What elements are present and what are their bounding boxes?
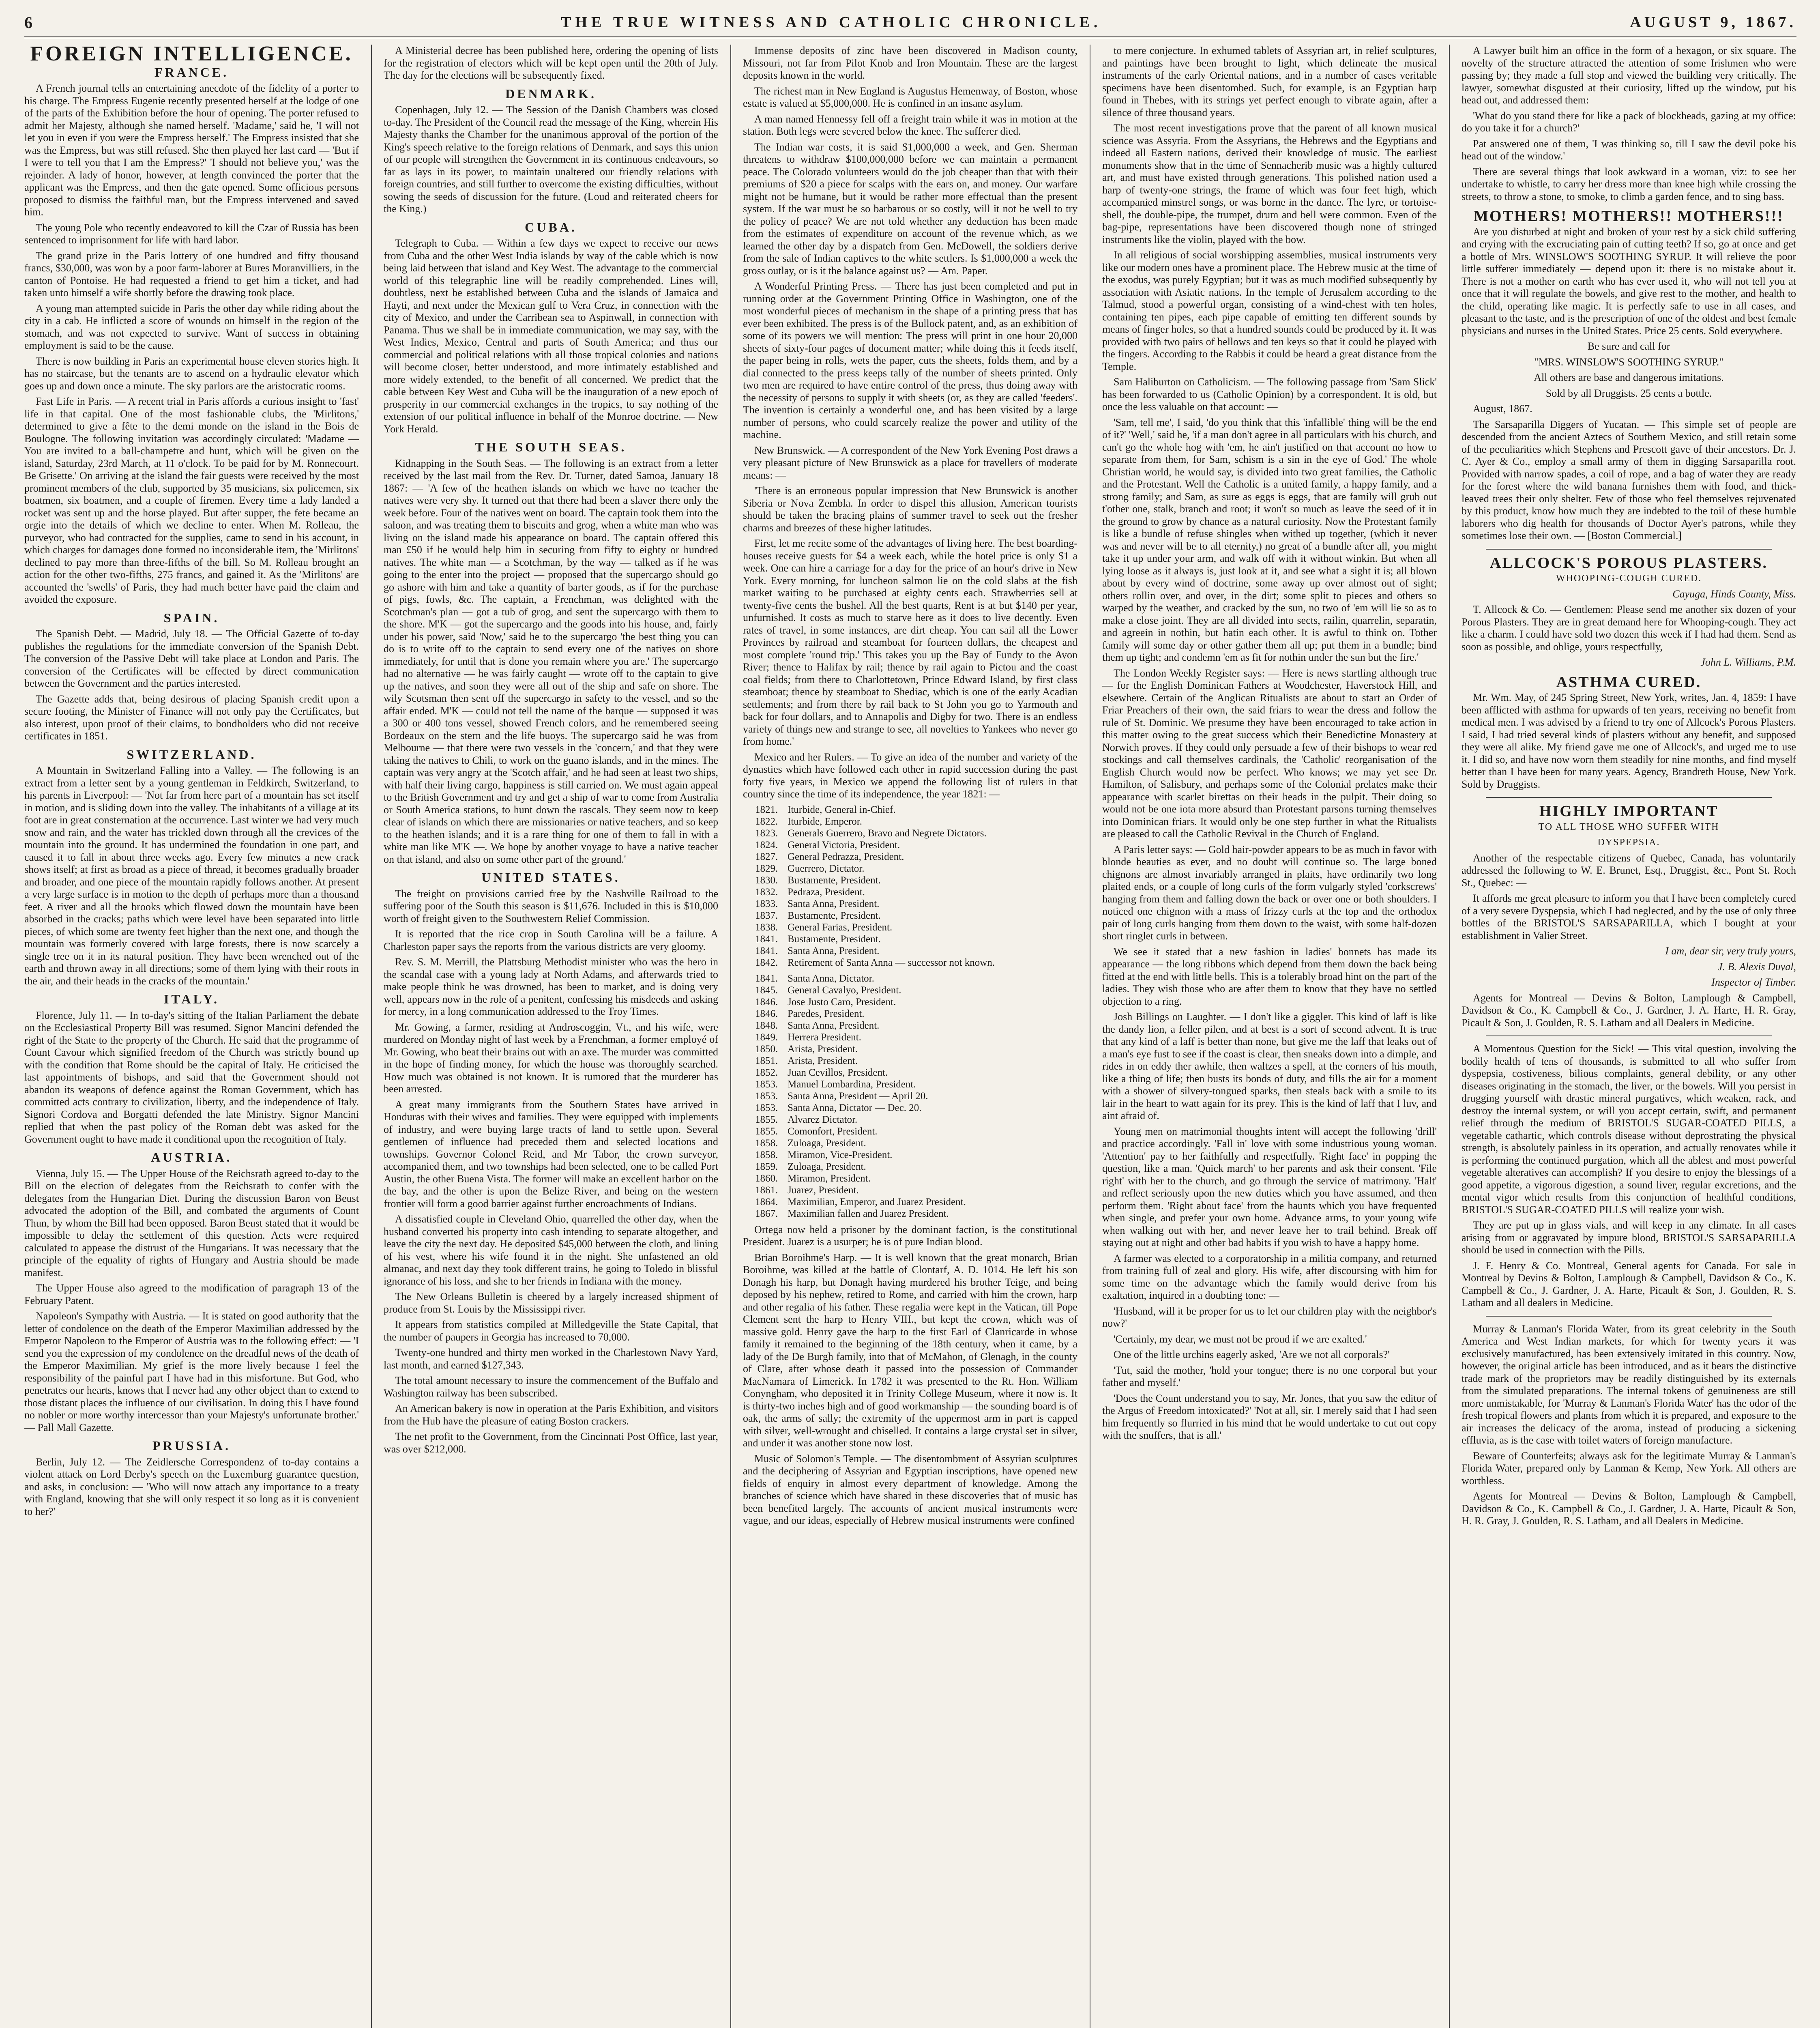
article-paragraph: The London Weekly Register says: — Here is news startling although true — for the English Dominican Fathers at Woodchester, Haverstock Hill, and elsewhere. Certain of the Anglican Ritualists are about to start an Order of Friar Preachers of their own, the said friars to wear the dress and follow the rule of St. Dominic. We presume they have been encouraged to take action in this matter owing to the great success which their Benedictine Monastery at Norwich proves. If they could only persuade a few of their bishops to wear red stockings and call themselves cardinals, the 'Catholic' reorganisation of the English Church would now be perfect. Who knows; we may yet see Dr. Hamilton, of Salisbury, and perhaps some of the Colonial prelates make their appearance with scarlet birettas on their heads in the pulpit. Their doing so would not be one iota more absurd than Protestant parsons turning themselves into Dominican friars. It would only be one step further in what the Ritualists are pleased to call the Catholic Revival in the Church of England. [1102, 667, 1437, 840]
article-paragraph: A Paris letter says: — Gold hair-powder appears to be as much in favor with blonde beauties as ever, and no doubt will continue so. The large boned chignons are almost invariably arranged in plaits, have ordinarily two long plaited ends, or a couple of long curls of the form vulgarly styled 'corkscrews' hanging from them and falling down the back or over one or both shoulders. I noticed one chignon with a mass of frizzy curls at the top and the orthodox pair of long curls hanging from them down to the waist, with some half-dozen short ringlet curls in between. [1102, 843, 1437, 942]
article-paragraph: The most recent investigations prove that the parent of all known musical science was Assyria. From the Assyrians, the Hebrews and the Egyptians and indeed all Eastern nations, derived their knowledge of music. The earliest monuments show that in the time of Sennacherib music was a highly cultured art, and must have existed through generations. This polished nation used a harp of twenty-one strings, the frame of which was four feet high, which accompanied minstrel songs, or was borne in the dance. The lyre, or tortoise-shell, the double-pipe, the trumpet, drum and bell were common. Even of the bag-pipe, representations have been discovered though none of stringed instruments like the violin, played with the bow. [1102, 122, 1437, 245]
article-paragraph: In all religious of social worshipping assemblies, musical instruments very like our modern ones have a prominent place. The Hebrew music at the time of the exodus, was purely Egyptian; but it was as much modified subsequently by association with Asiatic nations. In the temple of Jerusalem according to the Talmud, stood a powerful organ, consisting of a wind-chest with ten holes, containing ten pipes, each pipe capable of emitting ten different sounds by means of finger holes, so that a hundred sounds could be produced by it. It was provided with two pairs of bellows and ten keys so that it could be played with the fingers. According to the Rabbis it could be heard a great distance from the Temple. [1102, 249, 1437, 372]
ruler-name: Alvarez Dictator. [788, 1114, 858, 1125]
ad-divider [1486, 1035, 1772, 1036]
ad-line: Be sure and call for [1587, 340, 1670, 352]
ad-paragraph: Mr. Wm. May, of 245 Spring Street, New York, writes, Jan. 4, 1859: I have been afflicted with asthma for upwards of ten years, receiving no benefit from medical men. I was advised by a friend to try one of Allcock's Porous Plasters. I said, I had tried several kinds of plasters without any benefit, and supposed they were all alike. My friend gave me one of Allcock's, and urged me to use it. I did so, and have now worn them steadily for nine months, and find myself better than I have been for many years. Agency, Brandreth House, New York. Sold by Druggists. [1462, 692, 1796, 790]
ad-signature: Inspector of Timber. [1711, 976, 1796, 988]
column-divider [1449, 45, 1450, 2028]
ruler-year: 1827. [755, 851, 778, 862]
article-paragraph: Mexico and her Rulers. — To give an idea of the number and variety of the dynasties which have followed each other in rapid succession during the past forty five years, in Mexico we append the following list of rulers in that country since the time of its independence, the year 1821: — [743, 751, 1077, 800]
ad-line: Sold by all Druggists. 25 cents a bottle. [1545, 387, 1712, 399]
article-paragraph: Brian Boroihme's Harp. — It is well known that the great monarch, Brian Boroihme, was killed at the battle of Clontarf, A. D. 1014. He left his son Donagh his harp, but Donagh having murdered his brother Teige, and being deposed by his nephew, retired to Rome, and carried with him the crown, harp and other regalia of his father. These regalia were kept in the Vatican, till Pope Clement sent the harp to Henry VIII., but kept the crown, which was of massive gold. Henry gave the harp to the first Earl of Clanricarde in whose family it remained to the beginning of the 18th century, when it came, by a lady of the De Burgh family, into that of McMahon, of Glenagh, in the county of Clare, after whose death it passed into the possession of Commander MacNamara of Limerick. In 1782 it was presented to the Rt. Hon. William Conyngham, who deposited it in Trinity College Museum, where it now is. It is thirty-two inches high and of good workmanship — the sounding board is of oak, the arms of sally; the extremity of the uppermost arm in part is capped with silver, well-wrought and chiselled. It contains a large crystal set in silver, and under it was another stone now lost. [743, 1251, 1077, 1449]
ruler-row [755, 851, 1077, 863]
article-paragraph: The richest man in New England is Augustus Hemenway, of Boston, whose estate is valued at $5,000,000. He is confined in an insane asylum. [743, 85, 1077, 109]
ad-signature: J. B. Alexis Duval, [1717, 960, 1796, 973]
ruler-year: 1841. [755, 973, 778, 984]
ad-paragraph: Another of the respectable citizens of Quebec, Canada, has voluntarily addressed the following to W. E. Brunet, Esq., Druggist, &c., Pont St. Roch St., Quebec: — [1462, 852, 1796, 889]
ad-date: August, 1867. [1473, 403, 1532, 415]
issue-date: AUGUST 9, 1867. [1630, 14, 1796, 31]
ruler-row [755, 1043, 1077, 1055]
article-paragraph: The Spanish Debt. — Madrid, July 18. — The Official Gazette of to-day publishes the regulations for the immediate conversion of the Spanish Debt. The conversion of the Passive Debt will take place at London and Paris. The conversion of the Certificates will be effected by direct communication between the Government and the parties interested. [24, 628, 359, 689]
column-divider [730, 45, 731, 2028]
ruler-name: Bustamente, President. [788, 933, 881, 945]
ruler-name: Maximilian, Emperor, and Juarez President. [788, 1196, 966, 1207]
newspaper-columns [24, 45, 1796, 2028]
ruler-row [755, 816, 1077, 827]
ruler-name: General Cavalyo, President. [788, 984, 901, 996]
ruler-row [755, 945, 1077, 957]
article-paragraph: The freight on provisions carried free by the Nashville Railroad to the suffering poor of the South this season is $11,676. Included in this is $10,000 worth of freight given to the Southwestern Relief Commission. [384, 887, 718, 924]
ruler-name: Bustamente, President. [788, 910, 881, 921]
ad-place: Cayuga, Hinds County, Miss. [1672, 588, 1796, 600]
ruler-row [755, 1055, 1077, 1067]
ruler-year: 1849. [755, 1031, 778, 1043]
article-paragraph: A man named Hennessy fell off a freight train while it was in motion at the station. Both legs were severed below the knee. The sufferer died. [743, 113, 1077, 137]
ruler-name: Generals Guerrero, Bravo and Negrete Dictators. [788, 827, 987, 839]
ruler-name: Miramon, President. [788, 1173, 871, 1184]
ruler-row [755, 886, 1077, 898]
masthead [24, 8, 1796, 38]
column-2 [384, 45, 718, 2028]
ruler-row [755, 1102, 1077, 1114]
ruler-row [755, 1196, 1077, 1208]
ruler-name: Santa Anna, President — April 20. [788, 1090, 928, 1102]
ruler-year: 1858. [755, 1137, 778, 1149]
article-paragraph: 'Husband, will it be proper for us to let our children play with the neighbor's now?' [1102, 1305, 1437, 1329]
ruler-name: Jose Justo Caro, President. [788, 996, 896, 1008]
article-paragraph: Vienna, July 15. — The Upper House of the Reichsrath agreed to-day to the Bill on the election of delegates from the Reichsrath to confer with the delegates from the Hungarian Diet. During the discussion Baron von Beust advocated the adoption of the Bill, and combated the arguments of Count Thun, by whom the Bill had been opposed. Baron Beust stated that it would be impossible to delay the settlement of this question. Acts were required calculated to appease the distrust of the Hungarians. It was necessary that the principle of the equality of rights of Hungary and Austria should be made manifest. [24, 1167, 359, 1278]
article-paragraph: Pat answered one of them, 'I was thinking so, till I saw the devil poke his head out of the window.' [1462, 137, 1796, 162]
ruler-year: 1855. [755, 1114, 778, 1125]
ruler-name: Miramon, Vice-President. [788, 1149, 893, 1160]
column-3 [743, 45, 1077, 2028]
article-paragraph: 'Tut, said the mother, 'hold your tongue; there is no one corporal but your father and myself.' [1102, 1364, 1437, 1388]
ruler-row [755, 1090, 1077, 1102]
ruler-row [755, 996, 1077, 1008]
mexico-rulers-list [755, 804, 1077, 969]
ruler-row [755, 1149, 1077, 1161]
subheading-south-seas: THE SOUTH SEAS. [475, 440, 627, 454]
ruler-year: 1855. [755, 1126, 778, 1137]
ruler-name: Guerrero, Dictator. [788, 863, 865, 874]
ruler-row [755, 827, 1077, 839]
ad-title-mothers: MOTHERS! MOTHERS!! MOTHERS!!! [1474, 208, 1784, 225]
ruler-name: Zuloaga, President. [788, 1137, 866, 1149]
article-paragraph: 'There is an erroneous popular impression that New Brunswick is another Siberia or Nova Zembla. In order to dispel this allusion, American tourists should be taken the bracing plains of summer travel to seek out the fresher charms and breezes of these higher latitudes. [743, 485, 1077, 534]
article-paragraph: The total amount necessary to insure the commencement of the Buffalo and Washington railway has been subscribed. [384, 1375, 718, 1399]
ad-signature: John L. Williams, P.M. [1700, 656, 1796, 668]
ad-paragraph: Agents for Montreal — Devins & Bolton, Lamplough & Campbell, Davidson & Co., K. Campbell & Co., J. Gardner, J. A. Harte, Picault & Son, H. R. Gray, J. Goulden, R. S. Latham, and all Dealers in Medicine. [1462, 1490, 1796, 1527]
article-paragraph: Young men on matrimonial thoughts intent will accept the following 'drill' and practice accordingly. 'Fall in' love with some industrious young woman. 'Attention' pay to her faithfully and respectfully. 'Right face' in popping the question, like a man. 'Quick march' to her parents and ask their consent. 'File right' with her to the church, and go through the service of matrimony. 'Halt' and reflect seriously upon the new duties which you have assumed, and then perform them. 'Right about face' from the haunts which you have frequented when single, and prefer your own home. Advance arms, to your young wife when walking out with her, and never leave her to trail behind. Break off staying out at night and other bad habits if you wish to have a happy home. [1102, 1125, 1437, 1248]
ruler-name: Paredes, President. [788, 1008, 865, 1019]
ruler-year: 1848. [755, 1020, 778, 1031]
article-paragraph: The New Orleans Bulletin is cheered by a largely increased shipment of produce from St. Louis by the Mississippi river. [384, 1291, 718, 1315]
ruler-name: Comonfort, President. [788, 1126, 878, 1137]
article-paragraph: 'What do you stand there for like a pack of blockheads, gazing at my office: do you take it for a church?' [1462, 110, 1796, 134]
subheading-denmark: DENMARK. [505, 86, 597, 101]
ruler-row [755, 957, 1077, 969]
article-paragraph: Fast Life in Paris. — A recent trial in Paris affords a curious insight to 'fast' life in that capital. One of the most fashionable clubs, the 'Mirlitons,' determined to give a fête to the demi monde on the island in the Bois de Boulogne. The following invitation was accordingly circulated: 'Madame — You are invited to a ball-champetre and hunt, which will be given on the island, Saturday, 23rd March, at 11 o'clock. To be paid for by M. Ronnecourt. Be Grisette.' On arriving at the island the fair guests were received by the most prominent members of the club, supported by 35 musicians, six policemen, six boatmen, six boatmen, and a couple of firemen. Every time a lady landed a rocket was sent up and the horse played. But after supper, the fete became an orgie into the details of which we decline to enter. When M. Rolleau, the purveyor, who had contracted for the supplies, came to send in his account, in which charges for damages done formed no inconsiderable item, the 'Mirlitons' declined to pay more than three-fifths of the bill. So M. Rolleau brought an action for the other two-fifths, 275 francs, and gained it. As the 'Mirlitons' are accounted the 'swells' of Paris, they had much better have paid the claim and avoided the exposure. [24, 395, 359, 605]
ad-paragraph: It affords me great pleasure to inform you that I have been completely cured of a very severe Dyspepsia, which I had neglected, and by the use of only three bottles of the BRISTOL'S SARSAPARILLA, which I bought at your establishment in Valier Street. [1462, 892, 1796, 941]
ruler-name: Santa Anna, Dictator. [788, 973, 874, 984]
article-paragraph: Rev. S. M. Merrill, the Plattsburg Methodist minister who was the hero in the scandal case with a young lady at North Adams, and afterwards tried to make people think he was drowned, has been to market, and is doing very well, appears now in the role of a penitent, confessing his misdeeds and asking for mercy, in a long communication addressed to the Troy Times. [384, 956, 718, 1017]
ruler-row [755, 922, 1077, 933]
ruler-row [755, 1126, 1077, 1137]
ruler-row [755, 1020, 1077, 1031]
article-paragraph: It appears from statistics compiled at Milledgeville the State Capital, that the number of paupers in Georgia has increased to 70,000. [384, 1319, 718, 1343]
ad-paragraph: A Momentous Question for the Sick! — This vital question, involving the bodily health of tens of thousands, is submitted to all who suffer from dyspepsia, costiveness, bilious complaints, general debility, or any other diseases originating in the stomach, the liver, or the bowels. Will you persist in drugging yourself with drastic mineral purgatives, which weaken, rack, and destroy the internal system, or will you accept certain, swift, and permanent relief through the medium of BRISTOL'S SUGAR-COATED PILLS, a vegetable cathartic, which controls disease without deprostrating the physical strength, is absolutely painless in its operation, and actually renovates while it is performing the continued purgation, which all the ablest and most powerful vegetable alteratives can accomplish? If you desire to enjoy the blessings of a good appetite, a vigorous digestion, a sound liver, regular excretions, and the mental vigor which results from this conjunction of healthful conditions, BRISTOL'S SUGAR-COATED PILLS will realize your wish. [1462, 1043, 1796, 1216]
article-paragraph: First, let me recite some of the advantages of living here. The best boarding-houses receive guests for $4 a week each, while the hotel price is only $1 a week. One can hire a carriage for a day for the price of an hour's drive in New York. Every morning, for luncheon salmon lie on the cold slabs at the fish market waiting to be purchased at eighty cents each. Strawberries sell at twenty-five cents the bushel. All the best quarts, Rent is at but $140 per year, unfurnished. It costs as much to starve here as it does to live decently. Even rates of travel, in some instances, are dirt cheap. You can sail all the Lower Provinces by railroad and steamboat for fourteen dollars, the cheapest and most complete 'round trip.' This takes you up the Bay of Fundy to the Avon River; thence to Halifax by rail; thence by rail again to Pictou and the coast coal fields; from there to Charlottetown, Prince Edward Island, by first class steamboat; thence by steamboat to Shediac, which is one of the early Acadian settlements; and from there by rail back to St John you go to Yarmouth and back for four dollars, and to Annapolis and Digby for two. There is an endless variety of things new and strange to see, all novelties to Yankees who never go from home.' [743, 537, 1077, 747]
ruler-name: General Pedrazza, President. [788, 851, 904, 862]
article-paragraph: An American bakery is now in operation at the Paris Exhibition, and visitors from the Hub have the pleasure of eating Boston crackers. [384, 1403, 718, 1427]
ad-subtitle: WHOOPING-COUGH CURED. [1556, 573, 1702, 584]
ruler-name: Zuloaga, President. [788, 1161, 866, 1172]
ruler-row [755, 933, 1077, 945]
ruler-year: 1853. [755, 1090, 778, 1102]
ruler-row [755, 910, 1077, 922]
article-paragraph: Florence, July 11. — In to-day's sitting of the Italian Parliament the debate on the Ecclesiastical Property Bill was resumed. Signor Mancini defended the right of the State to the property of the Church. He said that the programme of Count Cavour which signified freedom of the Church was strictly bound up with the condition that Rome should be the capital of Italy. He criticised the last appointments of bishops, and said that the Government should not abandon its weapons of defence against the Roman Government, which has committed acts contrary to civilization, liberty, and the independence of Italy. Signori Cordova and Borgatti defended the late Ministry. Signor Mancini replied that when the past policy of the Roman debt was asked for the Government ought to have made it conditional upon the recognition of Italy. [24, 1009, 359, 1145]
ruler-row [755, 1008, 1077, 1020]
ruler-row [755, 1173, 1077, 1184]
ruler-year: 1852. [755, 1067, 778, 1078]
column-4 [1102, 45, 1437, 2028]
ruler-name: Arista, President. [788, 1055, 858, 1066]
ruler-row [755, 1067, 1077, 1078]
ruler-year: 1824. [755, 839, 778, 851]
ad-title-allcock: ALLCOCK'S POROUS PLASTERS. [1489, 554, 1768, 571]
ruler-name: Retirement of Santa Anna — successor not known. [788, 957, 995, 968]
column-5 [1462, 45, 1796, 2028]
ruler-name: Manuel Lombardina, President. [788, 1078, 916, 1090]
column-1 [24, 45, 359, 2028]
article-paragraph: Immense deposits of zinc have been discovered in Madison county, Missouri, not far from Pilot Knob and Iron Mountain. These are the largest deposits known in the world. [743, 45, 1077, 81]
newspaper-title: THE TRUE WITNESS AND CATHOLIC CHRONICLE. [560, 14, 1102, 31]
ruler-row [755, 898, 1077, 910]
article-paragraph: 'Sam, tell me', I said, 'do you think that this 'infallible' thing will be the end of it?' 'Well,' said he, 'if a man don't agree in all particulars with his church, and can't go the whole hog with 'em, he ain't justified on that account no how to separate from them, for Sam, schism is a sin in the eye of God.' The whole Christian world, he would say, is divided into two great families, the Catholic and the Protestant. Well the Catholic is a united family, a happy family, and a strong family; and Sam, as sure as eggs is eggs, that are family will grub out t'other one, stalk, branch and root; it won't so much as leave the seed of it in the ground to grow by chance as a natural curiosity. Now the Protestant family is like a bundle of refuse shingles when withed up together, (which it never was and never will be to all eternity,) no great of a bundle after all, you might take it up under your arm, and walk off with it without winkin. But when all lying loose as it always is, just look at it, and see what a sight it is; all blown about by every wind of doctrine, some away up over almost out of sight; others rollin over, and over, in the dirt; some split to pieces and others so warped by the weather, and cracked by the sun, no two of 'em will lie so as to make a close joint. They are all divided into sects, railin, quarrelin, separatin, and agreein in nothin, but hatin each other. It is awful to think on. Tother family will some day or other gather them all up; put them in a bundle; bind them up tight; and condemn 'em as fit for nothin under the sun but the fire.' [1102, 416, 1437, 663]
article-paragraph: A farmer was elected to a corporatorship in a militia company, and returned from training full of zeal and glory. His wife, after discoursing with him for some time on the advantage which the family would derive from his exaltation, inquired in a doubting tone: — [1102, 1252, 1437, 1301]
ad-signature: I am, dear sir, very truly yours, [1665, 945, 1796, 957]
subheading-united-states: UNITED STATES. [481, 870, 620, 885]
ruler-name: Santa Anna, Dictator — Dec. 20. [788, 1102, 922, 1113]
ruler-name: Herrera President. [788, 1031, 861, 1043]
subheading-prussia: PRUSSIA. [152, 1438, 231, 1453]
ruler-year: 1851. [755, 1055, 778, 1066]
ruler-year: 1845. [755, 984, 778, 996]
subheading-france: FRANCE. [154, 64, 229, 79]
mexico-rulers-list [755, 973, 1077, 1220]
ruler-year: 1853. [755, 1102, 778, 1113]
ad-line: All others are base and dangerous imitations. [1534, 372, 1724, 383]
ruler-year: 1822. [755, 816, 778, 827]
subheading-cuba: CUBA. [525, 219, 577, 234]
ruler-row [755, 1078, 1077, 1090]
article-paragraph: The Gazette adds that, being desirous of placing Spanish credit upon a secure footing, the Minister of Finance will not only pay the Certificates, but also interest, upon proof of their claims, to bondholders who did not receive certificates in 1851. [24, 693, 359, 742]
article-paragraph: The Indian war costs, it is said $1,000,000 a week, and Gen. Sherman threatens to withdraw $100,000,000 before we can maintain a permanent peace. The Colorado volunteers would do the job cheaper than that with their premiums of $20 a piece for scalps with the ears on, and money. Our warfare might not be humane, but it would be rather more effectual than the present system. If the war must be so barbarous or so costly, will it not be well to try the policy of peace? We are not told whether any deduction has been made from the estimates of expenditure on account of the revenue which, as we learned the other day by a dispatch from Gen. McDowell, the soldiers derive from the sale of Indian captives to the white settlers. Is $1,000,000 a week the gross outlay, or is it the balance against us? — Am. Paper. [743, 141, 1077, 277]
article-paragraph: Sam Haliburton on Catholicism. — The following passage from 'Sam Slick' has been forwarded to us (Catholic Opinion) by a correspondent. It is old, but once the less valuable on that account: — [1102, 376, 1437, 412]
ad-title-highly-important: HIGHLY IMPORTANT [1539, 803, 1719, 820]
ad-paragraph: Agents for Montreal — Devins & Bolton, Lamplough & Campbell, Davidson & Co., K. Campbell & Co., J. Gardner, J. A. Harte, H. R. Gray, Picault & Son, J. Goulden, R. S. Latham and all Dealers in Medicine. [1462, 992, 1796, 1029]
section-heading-foreign: FOREIGN INTELLIGENCE. [30, 45, 353, 65]
ad-paragraph: T. Allcock & Co. — Gentlemen: Please send me another six dozen of your Porous Plasters. They are in great demand here for Whooping-cough. They act like a charm. I could have sold two dozen this week if I had had them. Send as soon as possible, and oblige, yours respectfully, [1462, 604, 1796, 653]
article-paragraph: It is reported that the rice crop in South Carolina will be a failure. A Charleston paper says the reports from the various districts are very gloomy. [384, 928, 718, 952]
article-paragraph: A Mountain in Switzerland Falling into a Valley. — The following is an extract from a letter sent by a young gentleman in Feldkirch, Switzerland, to his parents in Liverpool: — 'Not far from here part of a mountain has set itself in motion, and is sliding down into the valley. The inhabitants of a village at its foot are in great consternation at the occurrence. Last winter we had very much snow and rain, and the water has trickled down through all the crevices of the mountain into the ground. It has undermined the foundation in one part, and caused it to fall in about three weeks ago. Every few minutes a new crack shows itself; at first as broad as a piece of thread, it becomes gradually broader and broader, and one piece of the mountain rapidly follows another. At present a very large surface is in motion to the depth of perhaps more than a thousand feet. A river and all the brooks which flowed down the mountain have been absorbed in the cracks; paths which were level have been separated into little pieces, of which some are twenty feet higher than the next one, and though the mountain was formerly covered with large forests, there is now scarcely a single tree on it in its natural position. They have been wrenched out of the earth and thrown away in all directions; some of them lying with their roots in the air, and their heads in the cracks of the mountain.' [24, 765, 359, 987]
ruler-year: 1838. [755, 922, 778, 933]
article-paragraph: Josh Billings on Laughter. — I don't like a giggler. This kind of laff is like the dandy lion, a feller pilen, and at best is a sort of second advent. It is true that any kind of a laff is better than none, but give me the laff that leaks out of a man's eye fust to see if the coast is clear, then sneaks down into a dimple, and rides in on eddy ther awhile, then waltzes a spell, at the corners of his mouth, like a thing of life; then busts its bonds of duty, and fills the air for a moment with a shower of silvery-tongued sparks, then steals back with a smile to its lair in the heart to watt again for its prey. This is the kind of laff that I luv, and aint afraid of. [1102, 1011, 1437, 1121]
ruler-year: 1842. [755, 957, 778, 968]
ruler-row [755, 1184, 1077, 1196]
ruler-year: 1861. [755, 1184, 778, 1196]
ruler-year: 1830. [755, 874, 778, 886]
ruler-name: Bustamente, President. [788, 874, 881, 886]
ad-divider [1486, 549, 1772, 550]
subheading-switzerland: SWITZERLAND. [127, 747, 257, 762]
article-paragraph: The grand prize in the Paris lottery of one hundred and fifty thousand francs, $30,000, was won by a poor farm-laborer at Bures Moranvilliers, in the canton of Pontoise. He had requested a friend to get him a ticket, and had taken unto himself a wife shortly before the drawing took place. [24, 249, 359, 299]
article-paragraph: Napoleon's Sympathy with Austria. — It is stated on good authority that the letter of condolence on the death of the Emperor Maximilian addressed by the Emperor Napoleon to the Emperor of Austria was to the following effect: — 'I send you the expression of my condolence on the dreadful news of the death of the Emperor Maximilian. My grief is the more lively because I feel the responsibility of the painful part I have had in this misfortune. But God, who penetrates our hearts, knows that I never had any other object than to extend to those distant places the influence of our civilisation. In doing this I have found no nobler or more worthy intercessor than your Majesty's unfortunate brother.' — Pall Mall Gazette. [24, 1310, 359, 1433]
article-paragraph: The young Pole who recently endeavored to kill the Czar of Russia has been sentenced to imprisonment for life with hard labor. [24, 221, 359, 246]
article-paragraph: A Wonderful Printing Press. — There has just been completed and put in running order at the Government Printing Office in Washington, one of the most wonderful pieces of mechanism in the shape of a printing press that has ever been exhibited. The press is of the Bullock patent, and, as an exhibition of some of its powers we will mention: The press will print in one hour 20,000 sheets of sixty-four pages of document matter; while doing this it feeds itself, the paper being in rolls, wets the paper, cuts the sheets, folds them, and by a dial connected to the press keeps tally of the number of sheets printed. Only two men are required to have entire control of the press, thus doing away with the necessity of persons to supply it with sheets (or, as they are called 'feeders'. The invention is certainly a wonderful one, and has been visited by a large number of persons, who could scarcely realize the power and utility of the machine. [743, 280, 1077, 440]
ruler-row [755, 973, 1077, 984]
article-paragraph: New Brunswick. — A correspondent of the New York Evening Post draws a very pleasant picture of New Brunswick as a place for travellers of moderate means: — [743, 444, 1077, 481]
article-paragraph: The Upper House also agreed to the modification of paragraph 13 of the February Patent. [24, 1282, 359, 1306]
ruler-name: Maximilian fallen and Juarez President. [788, 1208, 949, 1219]
ruler-year: 1832. [755, 886, 778, 898]
ad-divider [1486, 1316, 1772, 1317]
ad-paragraph: J. F. Henry & Co. Montreal, General agents for Canada. For sale in Montreal by Devins & Bolton, Lamplough & Campbell, Davidson & Co., K. Campbell & Co., J. Gardner, J. A. Harte, Picault & Son, J. Goulden, R. S. Latham and all dealers in Medicine. [1462, 1259, 1796, 1308]
ruler-year: 1853. [755, 1078, 778, 1090]
ad-paragraph: They are put up in glass vials, and will keep in any climate. In all cases arising from or aggravated by impure blood, BRISTOL'S SARSAPARILLA should be used in connection with the Pills. [1462, 1219, 1796, 1256]
article-paragraph: Telegraph to Cuba. — Within a few days we expect to receive our news from Cuba and the other West India islands by way of the cable which is now being laid between that island and Key West. The advantage to the commercial world of this telegraphic line will be readily comprehended. Lines will, doubtless, next be established between Cuba and the islands of Jamaica and Hayti, and next under the Mexican gulf to Vera Cruz, in connection with the city of Mexico, and under the Carribean sea to Aspinwall, in connection with Panama. Thus we shall be in immediate communication, we may say, with the West Indies, Mexico, Central and parts of South America; and thus our commercial and political relations with all those tropical colonies and nations will become closer, better understood, and more intimately established and more widely extended, to the benefit of all concerned. We predict that the cable between Key West and Cuba will be the inauguration of a new epoch of prosperity in our commercial exchanges in the tropics, to say nothing of the extension of our political influence in behalf of the Monroe doctrine. — New York Herald. [384, 237, 718, 435]
article-paragraph: A Ministerial decree has been published here, ordering the opening of lists for the registration of electors which will be kept open until the 20th of July. The day for the elections will be subsequently fixed. [384, 45, 718, 81]
ad-paragraph: Beware of Counterfeits; always ask for the legitimate Murray & Lanman's Florida Water, prepared only by Lanman & Kemp, New York. All others are worthless. [1462, 1450, 1796, 1487]
article-paragraph: We see it stated that a new fashion in ladies' bonnets has made its appearance — the long ribbons which depend from them down the back being fitted at the end with little bells. This is a tolerably broad hint on the part of the ladies. They wish those who are after them to know that they have no settled objection to a ring. [1102, 945, 1437, 1007]
article-paragraph: Music of Solomon's Temple. — The disentombment of Assyrian sculptures and the deciphering of Assyrian and Egyptian inscriptions, have opened new fields of enquiry in almost every department of knowledge. Among the branches of science which have shared in these discoveries that of music has been benefited largely. The accounts of ancient musical instruments were vague, and our ideas, especially of Hebrew musical instruments were confined [743, 1452, 1077, 1526]
ruler-year: 1821. [755, 804, 778, 815]
ad-paragraph: The Sarsaparilla Diggers of Yucatan. — This simple set of people are descended from the ancient Aztecs of Southern Mexico, and still retain some of the peculiarities which Stephens and Prescott gave of their ancestors. Dr. J. C. Ayer & Co., employ a small army of them in digging Sarsaparilla root. Provided with narrow spades, a coil of rope, and a bag of water they are ready for the forest where the wild banana furnishes them with food, and thick-leaved trees their only shelter. Few of those who feel themselves rejuvenated by this product, know how much they are indebted to the toil of these humble laborers who dig health for thousands of Doctor Ayer's patrons, while they sometimes lose their own. — [Boston Commercial.] [1462, 418, 1796, 541]
ad-subtitle: TO ALL THOSE WHO SUFFER WITH [1538, 821, 1719, 832]
ruler-year: 1864. [755, 1196, 778, 1207]
ruler-name: Juarez, President. [788, 1184, 859, 1196]
ruler-year: 1829. [755, 863, 778, 874]
ruler-row [755, 839, 1077, 851]
ruler-row [755, 1137, 1077, 1149]
ruler-row [755, 1208, 1077, 1220]
ruler-name: Santa Anna, President. [788, 898, 880, 909]
ruler-year: 1858. [755, 1149, 778, 1160]
article-paragraph: One of the little urchins eagerly asked, 'Are we not all corporals?' [1114, 1349, 1390, 1360]
article-paragraph: A young man attempted suicide in Paris the other day while riding about the city in a cab. He inflicted a score of wounds on himself in the region of the stomach, and was not expected to survive. Want of success in obtaining employment is said to be the cause. [24, 302, 359, 351]
ruler-year: 1841. [755, 945, 778, 956]
subheading-italy: ITALY. [163, 992, 220, 1006]
article-paragraph: 'Certainly, my dear, we must not be proud if we are exalted.' [1114, 1333, 1367, 1345]
article-paragraph: Berlin, July 12. — The Zeidlersche Correspondenz of to-day contains a violent attack on Lord Derby's speech on the Luxemburg guarantee question, and asks, in conclusion: — 'Who will now attach any importance to a treaty with England, knowing that she will only respect it so long as it is convenient to her?' [24, 1456, 359, 1517]
ad-divider [1486, 797, 1772, 798]
ad-paragraph: Are you disturbed at night and broken of your rest by a sick child suffering and crying with the excruciating pain of cutting teeth? If so, go at once and get a bottle of Mrs. WINSLOW'S SOOTHING SYRUP. It will relieve the poor little sufferer immediately — depend upon it: there is no mistake about it. There is not a mother on earth who has ever used it, who will not tell you at once that it will regulate the bowels, and give rest to the mother, and health to the child, operating like magic. It is perfectly safe to use in all cases, and pleasant to the taste, and is the prescription of one of the oldest and best female physicians and nurses in the United States. Price 25 cents. Sold everywhere. [1462, 226, 1796, 337]
ruler-year: 1850. [755, 1043, 778, 1055]
article-paragraph: A great many immigrants from the Southern States have arrived in Honduras with their wives and families. They were equipped with implements of industry, and were buying large tracts of land to settle upon. Several gentlemen of influence had preceded them and selected locations and townships. Governor Colonel Reid, and Mr Tabor, the crown surveyor, accompanied them, and two townships had been selected, one to be called Port Austin, the other Buena Vista. The former will make an excellent harbor on the the bay, and the other is upon the Belize River, and being on the western frontier will form a good barrier against further encroachments of Indians. [384, 1098, 718, 1209]
subheading-austria: AUSTRIA. [151, 1150, 232, 1164]
ruler-year: 1867. [755, 1208, 778, 1219]
ruler-year: 1860. [755, 1173, 778, 1184]
ruler-row [755, 804, 1077, 816]
ruler-year: 1837. [755, 910, 778, 921]
ruler-row [755, 874, 1077, 886]
ruler-name: Pedraza, President. [788, 886, 865, 898]
article-paragraph: A Lawyer built him an office in the form of a hexagon, or six square. The novelty of the structure attracted the attention of some Irishmen who were passing by; they made a full stop and viewed the building very critically. The lawyer, somewhat disgusted at their curiosity, lifted up the window, put his head out, and addressed them: [1462, 45, 1796, 106]
ad-line: "MRS. WINSLOW'S SOOTHING SYRUP." [1534, 356, 1723, 368]
article-paragraph: A French journal tells an entertaining anecdote of the fidelity of a porter to his charge. The Empress Eugenie recently presented herself at the lodge of one of the parts of the Exhibition before the hour of opening. The porter refused to admit her Majesty, although she named herself. 'Madame,' said he, 'I will not let you in even if you were the Empress herself.' The Empress insisted that she was the Empress, but was still refused. She then played her last card — 'But if I were to tell you that I am the Empress?' 'I should not believe you,' was the rejoinder. A lady of honor, however, at length convinced the porter that the applicant was the Empress, and then the gate opened. Some officious persons proposed to dismiss the faithful man, but the Empress intervened and saved him. [24, 82, 359, 218]
article-paragraph: A dissatisfied couple in Cleveland Ohio, quarrelled the other day, when the husband converted his property into cash intending to separate altogether, and leave the city the next day. He deposited $45,000 between the cloth, and lining of his vest, where his wife found it in the night. She unfastened an old almanac, and next day they took different trains, he going to Toledo in blissful ignorance of his loss, and she to her friends in Indiana with the money. [384, 1213, 718, 1287]
ruler-name: Arista, President. [788, 1043, 858, 1055]
article-paragraph: Kidnapping in the South Seas. — The following is an extract from a letter received by the last mail from the Rev. Dr. Turner, dated Samoa, January 18 1867: — 'A few of the heathen islands on which we have no teacher the natives were very shy. It turned out that there had been a slaver there only the week before. Four of the natives went on board. The captain took them into the saloon, and was treating them to biscuits and grog, when a white man who was living on the island made his appearance on board. The captain offered this man £50 if he would help him in securing from fifty to eighty or hundred natives. The white man — a Scotchman, by the way — talked as if he was going to the enter into the project — proposed that the supercargo should go go ashore with him and take a quantity of barter goods, as if for the purchase of pigs, fowls, &c. The captain, a Frenchman, was delighted with the Scotchman's plan — got a tub of grog, and sent the supercargo with them to the shore. M'K — got the supercargo and the goods into his house, and, fairly under his power, said 'Now,' said he to the supercargo 'the best thing you can do is to write off to the captain to send every one of the natives on shore immediately, for until that is done you remain where you are.' The supercargo had no alternative — he was fairly caught — wrote off to the captain to give up the natives, and soon they were all out of the ship and safe on shore. The wily Scotsman then sent off the supercargo in safety to the vessel, and so the affair ended. M'K — could not tell the name of the barque — supposed it was a 300 or 400 tons vessel, showed French colors, and he remembered seeing Bordeaux on the stern and the life buoys. The supercargo said he was from Melbourne — that there were two vessels in the 'concern,' and that they were taking the natives to Chili, to work on the guano islands, and in the mines. The captain was very angry at the 'Scotch affair,' and he had seen at least two ships, with half their living cargo, happiness is still carried on. We must again appeal to the British Government and try and get a ship of war to come from Australia or South America stations, to hunt down the rascals. They seem now to keep clear of islands on which there are missionaries or native teachers, and so keep to the heathen islands; and it is a rare thing for one of them to fall in with a white man like M'K —. We hope by another voyage to have a native teacher on that island, and also on some other part of the ground.' [384, 457, 718, 865]
ruler-year: 1833. [755, 898, 778, 909]
ruler-year: 1859. [755, 1161, 778, 1172]
ruler-year: 1841. [755, 933, 778, 945]
ruler-name: Santa Anna, President. [788, 1020, 880, 1031]
ruler-row [755, 1114, 1077, 1126]
ad-title-asthma: ASTHMA CURED. [1556, 673, 1702, 691]
ruler-year: 1846. [755, 1008, 778, 1019]
article-paragraph: Copenhagen, July 12. — The Session of the Danish Chambers was closed to-day. The President of the Council read the message of the King, wherein His Majesty thanks the Chamber for the unanimous approval of the portion of the King's speech relative to the foreign relations of Denmark, and says this union of our people will strengthen the Government in its continuous endeavours, so far as lays in its power, to maintain unaltered our friendly relations with foreign countries, and still further to overcome the existing difficulties, without sowing the seeds of discussion for the future. (Loud and reiterated cheers for the King.) [384, 104, 718, 215]
ruler-name: General Farias, President. [788, 922, 893, 933]
ruler-year: 1823. [755, 827, 778, 839]
article-paragraph: There is now building in Paris an experimental house eleven stories high. It has no staircase, but the tenants are to ascend on a hydraulic elevator which goes up and down once a minute. The sky parlors are the aristocratic rooms. [24, 355, 359, 392]
ruler-row [755, 984, 1077, 996]
ruler-row [755, 863, 1077, 874]
ruler-name: General Victoria, President. [788, 839, 900, 851]
article-paragraph: 'Does the Count understand you to say, Mr. Jones, that you saw the editor of the Argus of Freedom intoxicated?' 'Not at all, sir. I merely said that I had seen him frequently so flurried in his mind that he would undertake to cut out copy with the snuffers, that is all.' [1102, 1392, 1437, 1441]
ruler-name: Iturbide, General in-Chief. [788, 804, 896, 815]
column-divider [371, 45, 372, 2028]
ruler-year: 1846. [755, 996, 778, 1008]
ruler-name: Iturbide, Emperor. [788, 816, 862, 827]
article-paragraph: Ortega now held a prisoner by the dominant faction, is the constitutional President. Juarez is a usurper; he is of pure Indian blood. [743, 1223, 1077, 1248]
ad-paragraph: Murray & Lanman's Florida Water, from its great celebrity in the South America and West Indian markets, for which for twenty years it was exclusively manufactured, has been extensively imitated in this country. Now, however, the original article has been introduced, and as it bears the distinctive trade mark of the proprietors may be readily distinguished by its externals from the simulated preparations. The internal tokens of genuineness are still more unmistakable, for 'Murray & Lanman's Florida Water' has the odor of the fresh tropical flowers and plants from which it is prepared, and exposure to the air increases the delicacy of the aroma, instead of producing a sickening effluvia, as is the case with toilet waters of foreign manufacture. [1462, 1323, 1796, 1446]
article-paragraph: Mr. Gowing, a farmer, residing at Androscoggin, Vt., and his wife, were murdered on Monday night of last week by a Frenchman, a former employé of Mr. Gowing, who beat their brains out with an axe. The murder was committed in the hope of finding money, for which the house was thoroughly searched. How much was obtained is not known. It is rumored that the murderer has been arrested. [384, 1021, 718, 1095]
article-paragraph: The net profit to the Government, from the Cincinnati Post Office, last year, was over $212,000. [384, 1431, 718, 1455]
subheading-spain: SPAIN. [163, 610, 220, 625]
article-paragraph: Twenty-one hundred and thirty men worked in the Charlestown Navy Yard, last month, and earned $127,343. [384, 1347, 718, 1371]
ruler-row [755, 1161, 1077, 1173]
ruler-name: Juan Cevillos, President. [788, 1067, 888, 1078]
page-number: 6 [24, 13, 32, 32]
ruler-name: Santa Anna, President. [788, 945, 880, 956]
article-paragraph: to mere conjecture. In exhumed tablets of Assyrian art, in relief sculptures, and paintings have been brought to light, which delineate the musical instruments of the early Oriental nations, and in a number of cases veritable specimens have been disentombed. Such, for example, is an Egyptian harp found in Thebes, with its strings yet perfect enough to vibrate again, after a silence of three thousand years. [1102, 45, 1437, 118]
article-paragraph: There are several things that look awkward in a woman, viz: to see her undertake to whistle, to carry her dress more than knee high while crossing the streets, to throw a stone, to smoke, to climb a garden fence, and to sing bass. [1462, 165, 1796, 202]
ad-subtitle: DYSPEPSIA. [1597, 837, 1660, 848]
ruler-row [755, 1031, 1077, 1043]
